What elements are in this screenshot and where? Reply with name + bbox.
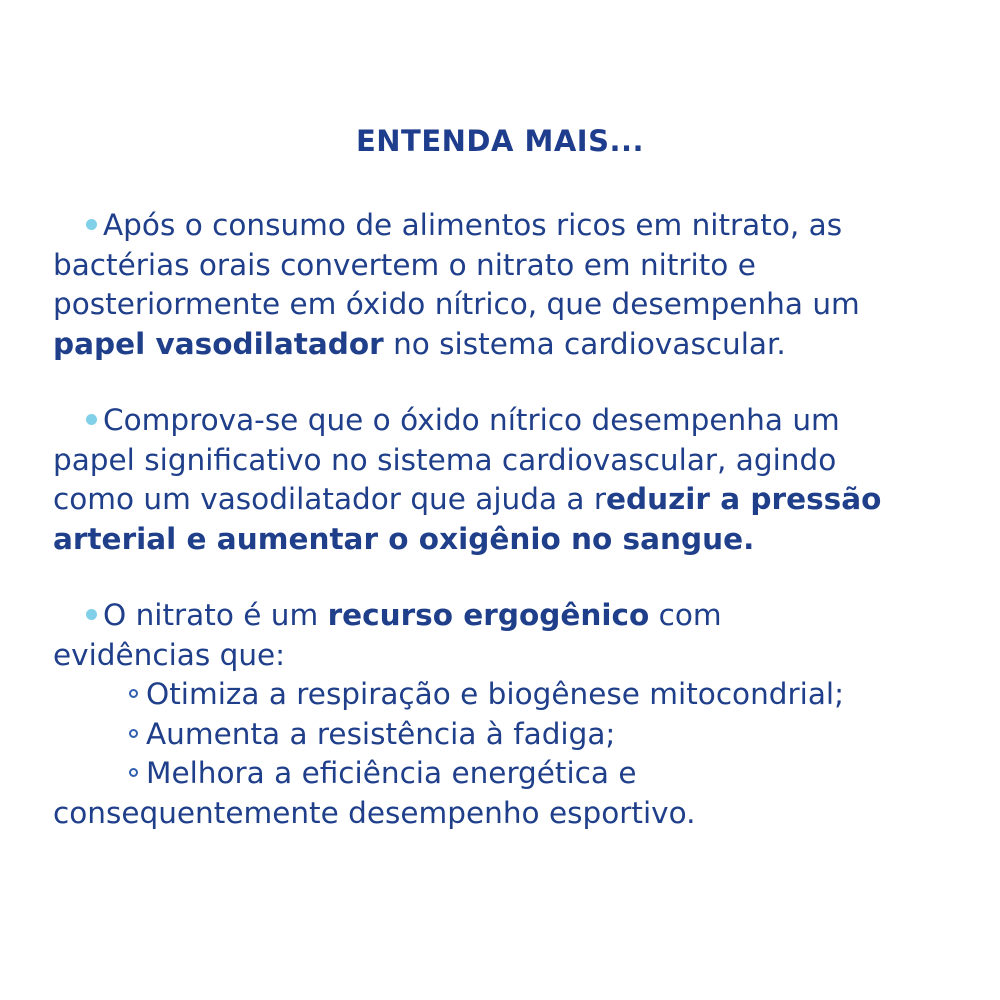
paragraph-text: no sistema cardiovascular. bbox=[383, 326, 786, 361]
paragraph-line bbox=[53, 596, 953, 636]
paragraph-line: papel significativo no sistema cardiovascular, agindo bbox=[53, 442, 837, 477]
bold-text: arterial e aumentar o oxigênio no sangue. bbox=[53, 521, 755, 556]
paragraph-line bbox=[53, 520, 953, 560]
circle-bullet-icon bbox=[129, 689, 138, 698]
paragraph-line bbox=[53, 206, 953, 246]
circle-bullet-icon bbox=[129, 729, 138, 738]
paragraph-text: com bbox=[649, 598, 722, 632]
list-item-text: Melhora a eficiência energética e bbox=[146, 756, 637, 790]
bold-text: papel vasodilatador bbox=[53, 326, 384, 361]
list-item-text: Otimiza a respiração e biogênese mitocondrial; bbox=[146, 677, 845, 711]
circle-bullet-icon bbox=[129, 768, 138, 777]
list-item bbox=[53, 715, 953, 755]
paragraph-line: bactérias orais convertem o nitrato em nitrito e bbox=[53, 247, 756, 282]
paragraph-text: Comprova-se que o óxido nítrico desempenha um bbox=[103, 403, 840, 437]
paragraph-text: como um vasodilatador que ajuda a r bbox=[53, 482, 606, 516]
list-item bbox=[53, 754, 953, 794]
list-item bbox=[53, 675, 953, 715]
list-item-text: Aumenta a resistência à fadiga; bbox=[146, 716, 616, 751]
paragraph-line bbox=[53, 325, 953, 365]
paragraph-ergogenic bbox=[53, 596, 953, 833]
paragraph-nitric-oxide bbox=[53, 401, 953, 559]
paragraph-line bbox=[53, 401, 953, 441]
paragraph-line: consequentemente desempenho esportivo. bbox=[53, 795, 696, 830]
paragraph-text: O nitrato é um bbox=[103, 598, 328, 632]
paragraph-line: evidências que: bbox=[53, 637, 286, 672]
paragraph-line: posteriormente em óxido nítrico, que desempenha um bbox=[53, 287, 860, 321]
paragraph-nitrate-conversion bbox=[53, 206, 953, 364]
bullet-icon bbox=[86, 219, 97, 230]
paragraph-line bbox=[53, 480, 953, 520]
bullet-icon bbox=[86, 609, 97, 620]
paragraph-text: Após o consumo de alimentos ricos em nitrato, as bbox=[103, 208, 843, 242]
bullet-icon bbox=[86, 414, 97, 425]
page-title: ENTENDA MAIS... bbox=[355, 124, 645, 158]
bold-text: recurso ergogênico bbox=[327, 598, 650, 632]
bold-text: eduzir a pressão bbox=[606, 482, 882, 516]
